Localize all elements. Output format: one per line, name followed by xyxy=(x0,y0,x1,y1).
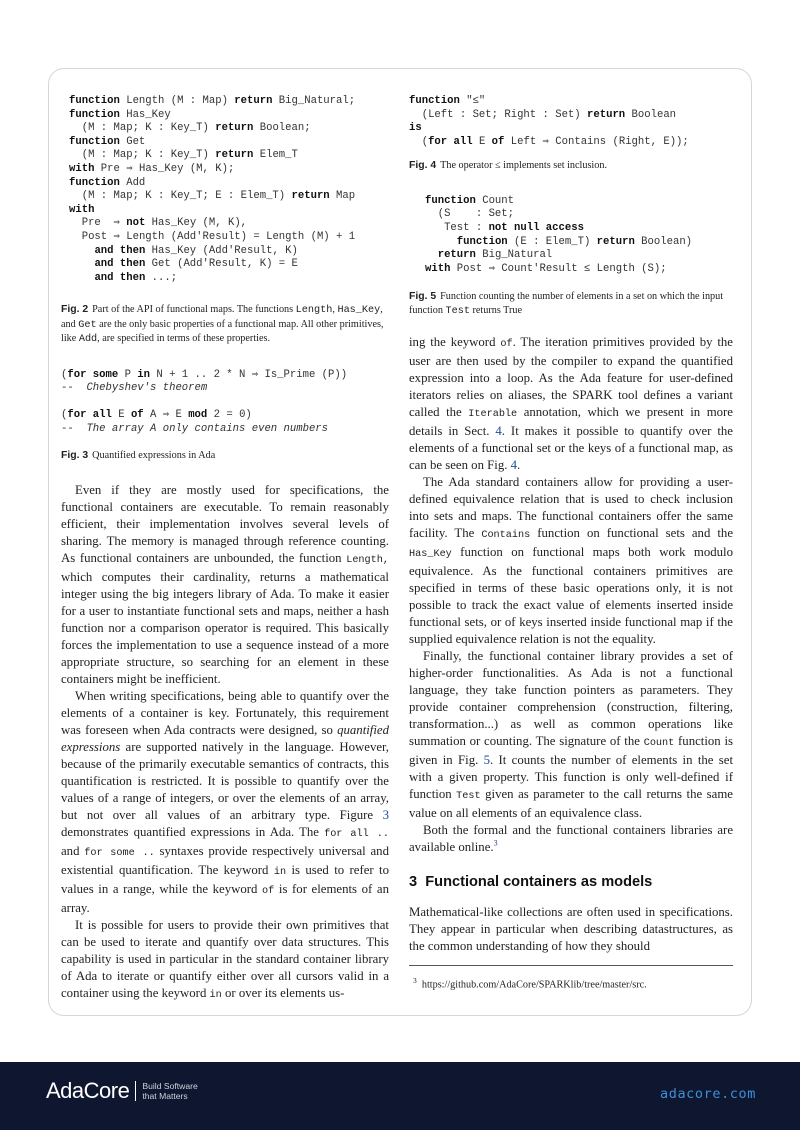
code-line: function Get xyxy=(69,135,146,148)
fig4-code xyxy=(409,95,733,149)
code-line: (M : Map; K : Key_T) return Boolean; xyxy=(69,122,311,135)
body-paragraph: The Ada standard containers allow for providing a user-defined equivalence relation that is used to check inclusion into sets and maps. The functional containers offer the same facility. The Contains function on functional sets and the Has_Key function on functional maps both work modulo equivalence. As the functional containers primitives are specified in terms of these basic operations only, it is not possible to track the exact value of elements inserted inside functional sets, or of keys inserted inside functional map if the supplied equivalence relation is not the equality. xyxy=(409,475,734,647)
figure-4 xyxy=(409,95,733,149)
body-paragraph: When writing specifications, being able to quantify over the elements of a container is key. Fortunately, this requirement was foreseen when Ada contracts were designed, so quantified expressions are supported natively in the language. However, because of the primarily executable semantics of contracts, this quantification is restricted. It is possible to quantify over the values of a range of integers, or over the elements of an array, but not over all values of an arbitrary type. Figure 3 demonstrates quantified expressions in Ada. The for all .. and for some .. syntaxes provide respectively universal and existential quantification. The keyword in is used to refer to values in a range, while the keyword of is for elements of an array. xyxy=(61,688,389,915)
fig4-label: Fig. 4 xyxy=(409,160,437,172)
section-number: 3 xyxy=(409,874,418,891)
fig5-caption: Fig. 5 Function counting the number of elements in a set on which the input function Test returns True xyxy=(409,291,724,317)
code-line: -- The array A only contains even numbers xyxy=(61,422,329,435)
code-line: Post ⇒ Length (Add'Result) = Length (M) + 1 xyxy=(69,230,356,243)
fig3-caption: Fig. 3 Quantified expressions in Ada xyxy=(61,449,216,461)
page-card xyxy=(48,68,752,1016)
code-line: Pre ⇒ not Has_Key (M, K), xyxy=(69,217,248,230)
code-line: with Post ⇒ Count'Result ≤ Length (S); xyxy=(425,262,667,275)
section-title: Functional containers as models xyxy=(425,874,653,891)
adacore-logo[interactable] xyxy=(46,1078,198,1104)
footnote-mark: 3 xyxy=(413,976,417,986)
right-column xyxy=(409,95,733,992)
footnote-rule xyxy=(409,965,733,966)
code-line: function Length (M : Map) return Big_Natural; xyxy=(69,95,356,107)
figure-3 xyxy=(61,369,389,437)
code-line: is xyxy=(409,122,422,135)
right-body xyxy=(409,334,733,856)
body-paragraph: It is possible for users to provide their own primitives that can be used to iterate and quantify over data structures. This capability is used in particular in the standard container library of Ada to iterate or quantify either over all cursors valid in a container using the keyword in or over its elements us- xyxy=(61,917,389,1001)
code-line: and then Get (Add'Result, K) = E xyxy=(94,258,298,271)
body-paragraph: ing the keyword of. The iteration primitives provided by the user are then used by the compiler to expand the quantified expression into a loop. As the Ada feature for user-defined iterators relies on aliases, the SPARK tool defines a variant called the Iterable annotation, which we present in more details in Sect. 4. It makes it possible to quantify over the elements of a functional set or the keys of a functional map, as can be seen on Fig. 4. xyxy=(409,335,733,473)
fig5-code xyxy=(425,195,733,277)
fig2-code xyxy=(69,95,389,285)
code-line: -- Chebyshev's theorem xyxy=(61,382,208,395)
code-line: Test : not null access xyxy=(425,221,584,234)
fig3-code xyxy=(61,369,389,437)
logo-tagline: Build Software that Matters xyxy=(142,1081,198,1101)
code-line: (for some P in N + 1 .. 2 * N ⇒ Is_Prime (P)) xyxy=(61,368,348,381)
logo-divider xyxy=(135,1081,136,1101)
fig2-caption: Fig. 2 Part of the API of functional maps. The functions Length, Has_Key, and Get are the only basic properties of a functional map. All other primitives, like Add, are specified in terms of these properties. xyxy=(61,304,384,346)
code-line: with xyxy=(69,203,95,216)
section-heading xyxy=(409,874,733,890)
code-line: function Count xyxy=(425,194,515,207)
code-line: (M : Map; K : Key_T; E : Elem_T) return Map xyxy=(69,190,356,203)
code-line: (S : Set; xyxy=(425,208,515,221)
fig5-label: Fig. 5 xyxy=(409,291,437,303)
code-line: and then ...; xyxy=(94,271,178,284)
footnote-link[interactable]: https://github.com/AdaCore/SPARKlib/tree/master/src. xyxy=(421,979,647,991)
footer-bar xyxy=(0,1062,800,1130)
section-paragraph: Mathematical-like collections are often used in specifications. They appear in particular when describing datastructures, as the common understanding of how they should xyxy=(409,905,733,954)
fig4-caption: Fig. 4 The operator ≤ implements set inclusion. xyxy=(409,160,607,172)
code-line: and then Has_Key (Add'Result, K) xyxy=(94,244,298,257)
body-paragraph: Finally, the functional container library provides a set of higher-order functionalities. As Ada is not a functional language, they take function pointers as parameters. They provide container comprehension (construction, filtering, transformation...) as well as common operations like summation or counting. The signature of the Count function is given in Fig. 5. It counts the number of elements in the set with a given property. This function is only well-defined if function Test given as parameter to the call returns the same value on all elements of an equivalence class. xyxy=(409,649,733,821)
code-line: (for all E of A ⇒ E mod 2 = 0) xyxy=(61,409,252,422)
code-line: function "≤" xyxy=(409,95,486,107)
code-line: (for all E of Left ⇒ Contains (Right, E)); xyxy=(409,135,689,148)
body-paragraph: Both the formal and the functional containers libraries are available online.$^3$ xyxy=(409,823,733,855)
left-body xyxy=(61,482,389,1004)
code-line: (Left : Set; Right : Set) return Boolean xyxy=(409,108,677,121)
code-line: function (E : Elem_T) return Boolean) xyxy=(456,235,693,248)
figure-5 xyxy=(409,195,733,277)
code-line: function Has_Key xyxy=(69,108,171,121)
code-line: function Add xyxy=(69,176,146,189)
code-line: with Pre ⇒ Has_Key (M, K); xyxy=(69,162,235,175)
figure-2 xyxy=(61,95,389,285)
fig2-label: Fig. 2 xyxy=(61,304,89,316)
code-line: (M : Map; K : Key_T) return Elem_T xyxy=(69,149,298,162)
code-line: return Big_Natural xyxy=(437,249,553,262)
body-paragraph: Even if they are mostly used for specifications, the functional containers are executable. To remain reasonably efficient, their implementation involves several levels of sharing. The memory is managed through reference counting. As functional containers are unbounded, the function Length, which computes their cardinality, returns a mathematical integer using the big integers library of Ada. To make it easier for a user to instantiate functional sets and maps, neither a hash function nor a comparison operator is required. This basically forces the implementation to use a sequence instead of a more appropriate structure, so searching for an element in these containers might be inefficient. xyxy=(61,482,389,686)
fig3-label: Fig. 3 xyxy=(61,449,89,461)
website-link[interactable]: adacore.com xyxy=(659,1086,756,1102)
left-column xyxy=(61,95,389,1004)
logo-wordmark: AdaCore xyxy=(46,1078,130,1103)
footnote xyxy=(409,974,733,991)
